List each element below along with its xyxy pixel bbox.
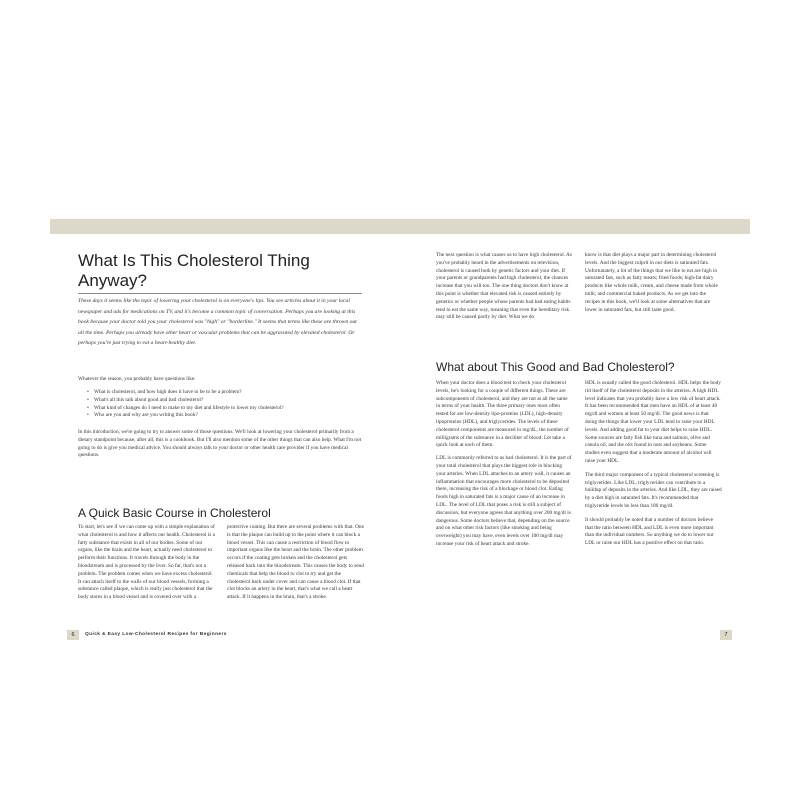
paragraph-hdl: HDL is usually called the good cholesterol. HDL helps the body rid itself of the cholesterol deposits in the arteries. A high HDL level indicates that you probably have a low risk of heart attack. It has been recommended that men have an HDL of at least 40 mg/dl and women at least 50 mg/dl. The good news is that doing the things that lower your LDL tend to raise your HDL levels. And adding good fat to your diet helps to raise HDL. Some sources are fatty fish like tuna and salmon, olive and canola oil, and the oils found in nuts and soybeans. Some studies even suggest that a moderate amount of alcohol will raise your HDL. <box>585 380 721 464</box>
page-title: What Is This Cholesterol Thing Anyway? <box>78 251 310 290</box>
list-item: • What is cholesterol, and how high does it have to be to be a problem? <box>78 389 363 397</box>
intro-body-paragraph: In this introduction, we're going to try to answer some of those questions. We'll look at lowering your cholesterol primarily from a dietary standpoint because, after all, this is a cookbook. But I'll also mention some of the other things that can also help. What I'm not going to do is give you medical advice. You should always talk to your doctor or other health care provider if you have medical questions. <box>78 429 362 459</box>
section-heading-basic-course: A Quick Basic Course in Cholesterol <box>78 506 271 520</box>
good-bad-column-2 <box>585 380 722 548</box>
paragraph-ldl-hdl-tests: When your doctor does a blood test to check your cholesterol levels, he's looking for a couple of different things. These are subcomponents of cholesterol, and they are not at all the same in terms of your health. The three primary ones most often tested for are low-density lipo-proteins (LDL), high-density lipoproteins (HDL), and triglycerides. The levels of these cholesterol components are measured in mg/dL, the number of milligrams of the substance in a deciliter of blood. Let take a quick look at each of them. <box>436 380 569 449</box>
course-column-1: To start, let's see if we can come up with a simple explanation of what cholesterol is and how it affects our health. Cholesterol is a fatty substance that exists in all of our bodies. Some of our organs, like the brain and the heart, actually need cholesterol to perform their functions. It travels through the body in the bloodstream and is processed by the liver. So far, that's not a problem. The problem comes when we have excess cholesterol. It can attach itself to the walls of our blood vessels, forming a substance called plaque, which is really just cholesterol that the body stores in a blood vessel and is covered over with a <box>78 524 215 601</box>
causes-column-2: know is that diet plays a major part in determining cholesterol levels. And the biggest culprit in our diets is saturated fats. Unfortunately, a lot of the things that we like to eat are high in saturated fats, such as fatty meats; fried foods; high-fat dairy products like whole milk, cream, and cheese made from whole milk; and commercial baked products. As we get into the recipes in this book, we'll look at some alternatives that are lower in saturated fats, but still taste good. <box>585 252 718 313</box>
list-item: • What's all this talk about good and bad cholesterol? <box>78 397 363 405</box>
intro-paragraph: These days it seems like the topic of lowering your cholesterol is on everyone's lips. You see articles about it in your local newspaper and ads for medications on TV, and it's become a common topic of conversation. Perhaps you are looking at this book because your doctor told you your cholesterol was "high" or "borderline." It seems that terms like these are thrown out all the time. Perhaps you already have other heart or vascular problems that can be aggravated by elevated cholesterol. Or perhaps you're just trying to eat a heart-healthy diet. <box>78 298 357 347</box>
question-list <box>78 389 363 420</box>
list-item: • What kind of changes do I need to make to my diet and lifestyle to lower my cholesterol? <box>78 405 363 413</box>
title-rule <box>78 293 362 294</box>
course-column-2: protective coating. But there are several problems with that. One is that the plaque can build up to the point where it can block a blood vessel. This can cause a restriction of blood flow to important organs like the heart and the brain. The other problem occurs if the coating gets broken and the cholesterol gets released back into the bloodstream. This causes the body to send chemicals that help the blood to clot to try and get the cholesterol back under cover and can cause a blood clot. If that clot blocks an artery in the heart, that's what we call a heart attack. If it happens in the brain, that's a stroke. <box>227 524 364 601</box>
paragraph-ratio: It should probably be noted that a number of doctors believe that the ratio between HDL and LDL is even more important than the individual numbers. So anything we do to lower our LDL or raise our HDL has a positive effect on that ratio. <box>585 516 714 547</box>
questions-lead: Whatever the reason, you probably have questions like: <box>78 376 196 382</box>
running-head: Quick & Easy Low-Cholesterol Recipes for Beginners <box>85 632 227 637</box>
section-heading-good-bad: What about This Good and Bad Cholesterol? <box>436 360 675 374</box>
paragraph-triglycerides: The third major component of a typical cholesterol screening is triglycerides. Like LDL, triglycerides can contribute to a buildup of deposits in the arteries. And like LDL, they are raised by a diet high in saturated fats. It's recommended that triglyceride levels be less than 180 mg/dl. <box>585 471 722 509</box>
page-number-left: 6 <box>67 630 79 640</box>
list-item: • Who are you and why are you writing this book? <box>78 412 363 420</box>
good-bad-column-1 <box>436 380 573 549</box>
page-number-right: 7 <box>720 630 732 640</box>
header-band <box>50 219 750 234</box>
paragraph-ldl: LDL is commonly referred to as bad cholesterol. It is the part of your total cholesterol that plays the biggest role in blocking your arteries. When LDL attaches to an artery wall, it causes an inflammation that encourages more cholesterol to be deposited there, increasing the risk of a blockage or blood clot. Eating foods high in saturated fats is a major cause of an increase in LDL. The level of LDL that poses a risk is still a subject of discussion, but everyone agrees that anything over 200 mg/dl is dangerous. Some doctors believe that, depending on the source and on what other risk factors (like smoking and being overweight) you may have, even levels over 100 mg/dl may increase your risk of heart attack and stroke. <box>436 455 572 547</box>
causes-column-1: The next question is what causes us to have high cholesterol. As you've probably heard in the advertisements on television, cholesterol is caused both by genetic factors and your diet. If your parents or grandparents had high cholesterol, the chances increase that you will too. The one thing doctors don't know at this point is whether that elevated risk is caused entirely by genetics or whether people whose parents had bad eating habits tend to eat the same way, meaning that even the hereditary risk may still be caused partly by diet. What we do <box>436 252 572 321</box>
